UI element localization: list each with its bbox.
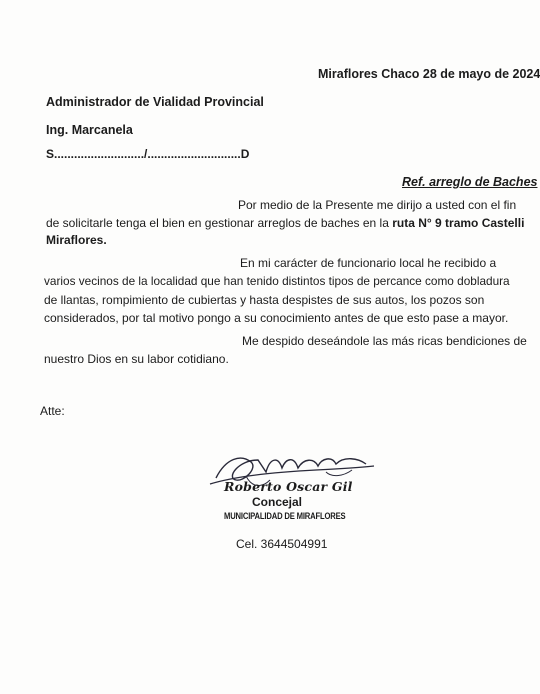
- paragraph-1-line-2-text: de solicitarle tenga el bien en gestionar arreglos de baches en la: [46, 216, 393, 230]
- stamp-institution: MUNICIPALIDAD DE MIRAFLORES: [224, 511, 346, 521]
- date-line: Miraflores Chaco 28 de mayo de 2024: [318, 67, 540, 81]
- recipient-name: Ing. Marcanela: [46, 123, 133, 137]
- paragraph-1-line-3: Miraflores.: [46, 233, 107, 247]
- stamp-role: Concejal: [252, 495, 303, 509]
- stamp-name: Roberto Oscar Gil: [224, 479, 353, 494]
- paragraph-2-line-2: varios vecinos de la localidad que han tenido distintos tipos de percance como dobladura: [44, 274, 510, 288]
- paragraph-3-line-2: nuestro Dios en su labor cotidiano.: [44, 352, 229, 366]
- reference: Ref. arreglo de Baches: [402, 175, 538, 189]
- paragraph-1-line-2: [46, 217, 524, 229]
- salutation: S.........................../............................D: [46, 147, 250, 161]
- recipient-title: Administrador de Vialidad Provincial: [46, 95, 264, 109]
- closing: Atte:: [40, 404, 65, 418]
- route-highlight: ruta N° 9 tramo Castelli: [392, 216, 525, 230]
- paragraph-1-line-1: Por medio de la Presente me dirijo a usted con el fin: [238, 198, 517, 212]
- paragraph-2-line-4: considerados, por tal motivo pongo a su conocimiento antes de que esto pase a mayor.: [44, 311, 509, 325]
- phone-number: Cel. 3644504991: [236, 537, 328, 551]
- paragraph-3-line-1: Me despido deseándole las más ricas bendiciones de: [242, 334, 527, 348]
- paragraph-2-line-3: de llantas, rompimiento de cubiertas y hasta despistes de sus autos, los pozos son: [44, 293, 485, 307]
- paragraph-2-line-1: En mi carácter de funcionario local he recibido a: [240, 256, 497, 270]
